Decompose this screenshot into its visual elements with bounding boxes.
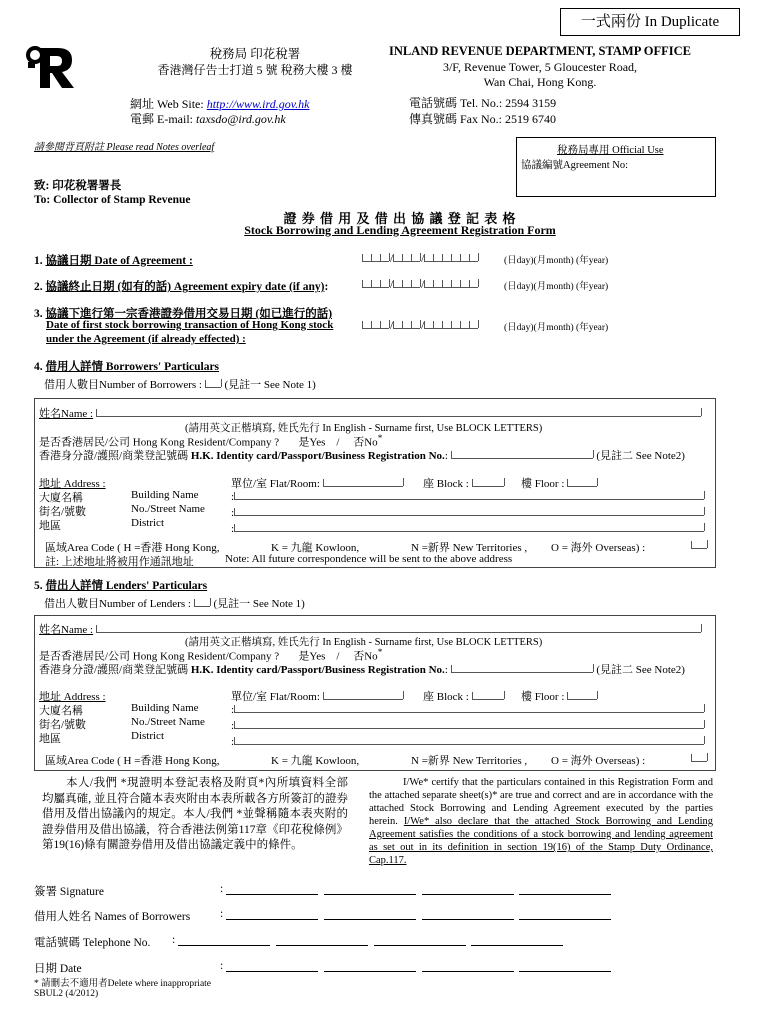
website-link[interactable]: http://www.ird.gov.hk	[206, 97, 310, 111]
agreement-number-label: 協議編號Agreement No:	[521, 160, 629, 171]
date-lines[interactable]: :	[220, 960, 611, 972]
org-name-cn: 稅務局 印花稅署	[209, 47, 301, 61]
q1-date-format: (日day)(月month) (年year)	[504, 256, 609, 266]
borrower-area-overseas: O = 海外 Overseas) :	[551, 542, 646, 554]
official-use-title: 稅務局專用 Official Use	[557, 145, 664, 156]
q5-label: 5. 借出人詳情 Lenders' Particulars	[34, 580, 208, 592]
lender-floor-row: 樓 Floor :	[521, 688, 598, 704]
signature-lines[interactable]: :	[220, 883, 611, 895]
lender-resident-row: 是否香港居民/公司 Hong Kong Resident/Company ? 是Yes / 否No*	[39, 647, 383, 663]
fax-number: 傳真號碼 Fax No.: 2519 6740	[409, 112, 557, 126]
ird-logo	[26, 46, 76, 90]
borrower-floor-row: 樓 Floor :	[521, 475, 598, 491]
borrower-address-label: 地址 Address :	[39, 478, 106, 490]
lender-area-overseas: O = 海外 Overseas) :	[551, 755, 646, 767]
lender-district-field[interactable]: :	[231, 736, 705, 748]
lender-area-nt: N =新界 New Territories ,	[411, 755, 528, 767]
q3-label-2: Date of first stock borrowing transaction of Hong Kong stock	[46, 319, 334, 331]
lender-building-field[interactable]: :	[231, 704, 705, 716]
lender-street-cn: 街名/號數	[39, 719, 87, 731]
notes-overleaf: 請參閱背頁附註 Please read Notes overleaf	[34, 142, 215, 153]
lender-floor-field[interactable]	[567, 691, 598, 699]
borrower-correspondence-note-en: Note: All future correspondence will be sent to the above address	[225, 553, 513, 565]
q3-date-format: (日day)(月month) (年year)	[504, 323, 609, 333]
q4-label: 4. 借用人詳情 Borrowers' Particulars	[34, 361, 220, 373]
lender-area-field[interactable]	[691, 753, 708, 765]
lender-district-en: District	[131, 730, 164, 742]
borrower-street-cn: 街名/號數	[39, 506, 87, 518]
lender-area-kowloon: K = 九龍 Kowloon,	[271, 755, 360, 767]
lender-count-row: 借出人數目Number of Lenders : (見註一 See Note 1)	[44, 598, 305, 610]
lender-resident-yes[interactable]: 是Yes	[298, 650, 326, 663]
lender-name-field[interactable]	[96, 624, 702, 632]
lender-name-row: 姓名Name :	[39, 621, 702, 637]
lender-block-field[interactable]	[472, 691, 505, 699]
lender-count-field[interactable]	[194, 598, 211, 606]
borrower-names-lines[interactable]: :	[220, 908, 611, 920]
borrower-name-row: 姓名Name :	[39, 405, 702, 421]
borrower-block-row: 座 Block :	[423, 475, 505, 491]
lender-resident-no[interactable]: 否No	[353, 650, 378, 663]
duplicate-label: 一式兩份 In Duplicate	[560, 8, 740, 36]
lender-address-label: 地址 Address :	[39, 691, 106, 703]
q2-label: 2. 協議終止日期 (如有的話) Agreement expiry date (if any):	[34, 281, 329, 293]
email-address: taxsdo@ird.gov.hk	[196, 112, 286, 126]
borrower-id-field[interactable]	[451, 450, 594, 458]
borrower-name-field[interactable]	[96, 408, 702, 416]
org-address-cn: 香港灣仔告士打道 5 號 稅務大樓 3 樓	[157, 63, 353, 77]
borrower-street-en: No./Street Name	[131, 503, 205, 515]
q2-date-format: (日day)(月month) (年year)	[504, 282, 609, 292]
borrower-street-field[interactable]: :	[231, 507, 705, 519]
borrower-area-row: 區域Area Code ( H =香港 Hong Kong,	[45, 542, 220, 554]
borrower-resident-yes[interactable]: 是Yes	[298, 436, 326, 449]
borrower-building-en: Building Name	[131, 489, 199, 501]
footer-delete-note: * 請刪去不適用者Delete where inappropriate	[34, 979, 212, 989]
lender-particulars-box	[34, 615, 716, 771]
borrower-area-nt: N =新界 New Territories ,	[411, 542, 528, 554]
borrower-particulars-box	[34, 398, 716, 568]
q1-label: 1. 協議日期 Date of Agreement :	[34, 255, 193, 267]
borrower-count-field[interactable]	[205, 379, 222, 387]
borrower-count-row: 借用人數目Number of Borrowers : (見註一 See Note 1)	[44, 379, 316, 391]
lender-id-row: 香港身分證/護照/商業登記號碼 H.K. Identity card/Passport/Business Registration No.: (見註二 See Note2)	[39, 664, 685, 676]
org-address-en-1: 3/F, Revenue Tower, 5 Gloucester Road,	[442, 60, 638, 74]
borrower-flat-row: 單位/室 Flat/Room:	[231, 475, 404, 491]
lender-area-row: 區域Area Code ( H =香港 Hong Kong,	[45, 755, 220, 767]
addressee-cn: 致: 印花稅署署長	[34, 180, 122, 192]
borrower-building-cn: 大廈名稱	[39, 492, 83, 504]
borrower-floor-field[interactable]	[567, 478, 598, 486]
q2-date-field[interactable]: / /	[362, 279, 479, 291]
form-title-en: Stock Borrowing and Lending Agreement Registration Form	[244, 223, 556, 237]
lender-name-hint: (請用英文正楷填寫, 姓氏先行 In English - Surname first, Use BLOCK LETTERS)	[185, 637, 543, 648]
q1-date-field[interactable]: / /	[362, 253, 479, 265]
telephone-lines[interactable]: :	[172, 934, 563, 946]
official-use-box	[516, 137, 716, 197]
lender-building-en: Building Name	[131, 702, 199, 714]
lender-flat-field[interactable]	[323, 691, 404, 699]
website-line: 網址 Web Site: http://www.ird.gov.hk	[130, 97, 310, 111]
borrower-id-row: 香港身分證/護照/商業登記號碼 H.K. Identity card/Passport/Business Registration No.: (見註二 See Note2)	[39, 450, 685, 462]
org-address-en-2: Wan Chai, Hong Kong.	[483, 75, 597, 89]
lender-street-field[interactable]: :	[231, 720, 705, 732]
borrower-area-kowloon: K = 九龍 Kowloon,	[271, 542, 360, 554]
borrower-name-hint: (請用英文正楷填寫, 姓氏先行 In English - Surname first, Use BLOCK LETTERS)	[185, 423, 543, 434]
q3-label-1: 3. 協議下進行第一宗香港證券借用交易日期 (如已進行的話)	[34, 308, 333, 320]
certification-en: I/We* certify that the particulars contained in this Registration Form and the attached separate sheet(s)* are true and correct and are in accordance with the attached Stock Borrowing and Lending Agreement executed by the parties herein. I/We* also declare that the attached Stock Borrowing and Lending Agreement satisfies the conditions of a stock borrowing and lending agreement as set out in its definition in section 19(16) of the Stamp Duty Ordinance, Cap.117.	[369, 777, 713, 866]
q3-date-field[interactable]: / /	[362, 320, 479, 332]
telephone-number: 電話號碼 Tel. No.: 2594 3159	[409, 96, 557, 110]
lender-district-cn: 地區	[39, 733, 61, 745]
lender-id-field[interactable]	[451, 664, 594, 672]
certification-cn: 本人/我們 *現證明本登記表格及附頁*內所填資料全部均屬真確, 並且符合隨本表夾附由本表所載各方所簽訂的證券借用及借出協議內的規定。本人/我們 *並聲稱隨本表夾附的證券借用及借出協議，符合香港法例第117章《印花稅條例》第19(16)條有關證券借用及借出協議定義中的條件。	[42, 777, 348, 851]
date-label: 日期 Date	[34, 963, 82, 975]
borrower-block-field[interactable]	[472, 478, 505, 486]
borrower-flat-field[interactable]	[323, 478, 404, 486]
borrower-district-field[interactable]: :	[231, 523, 705, 535]
q3-label-3: under the Agreement (if already effected) :	[46, 333, 246, 345]
form-code: SBUL2 (4/2012)	[34, 989, 99, 999]
telephone-label: 電話號碼 Telephone No.	[34, 937, 151, 949]
lender-flat-row: 單位/室 Flat/Room:	[231, 688, 404, 704]
borrower-resident-row: 是否香港居民/公司 Hong Kong Resident/Company ? 是Yes / 否No*	[39, 433, 383, 449]
lender-street-en: No./Street Name	[131, 716, 205, 728]
borrower-area-field[interactable]	[691, 540, 708, 552]
borrower-correspondence-note-cn: 註: 上述地址將被用作通訊地址	[45, 556, 194, 568]
org-name-en: INLAND REVENUE DEPARTMENT, STAMP OFFICE	[388, 44, 691, 58]
email-line: 電郵 E-mail: taxsdo@ird.gov.hk	[130, 112, 286, 126]
borrower-building-field[interactable]: :	[231, 491, 705, 503]
borrower-district-en: District	[131, 517, 164, 529]
lender-building-cn: 大廈名稱	[39, 705, 83, 717]
addressee-en: To: Collector of Stamp Revenue	[34, 194, 191, 206]
borrower-names-label: 借用人姓名 Names of Borrowers	[34, 911, 191, 923]
lender-block-row: 座 Block :	[423, 688, 505, 704]
form-title-cn: 證 券 借 用 及 借 出 協 議 登 記 表 格	[283, 211, 517, 226]
borrower-district-cn: 地區	[39, 520, 61, 532]
borrower-resident-no[interactable]: 否No	[353, 436, 378, 449]
signature-label: 簽署 Signature	[34, 886, 104, 898]
